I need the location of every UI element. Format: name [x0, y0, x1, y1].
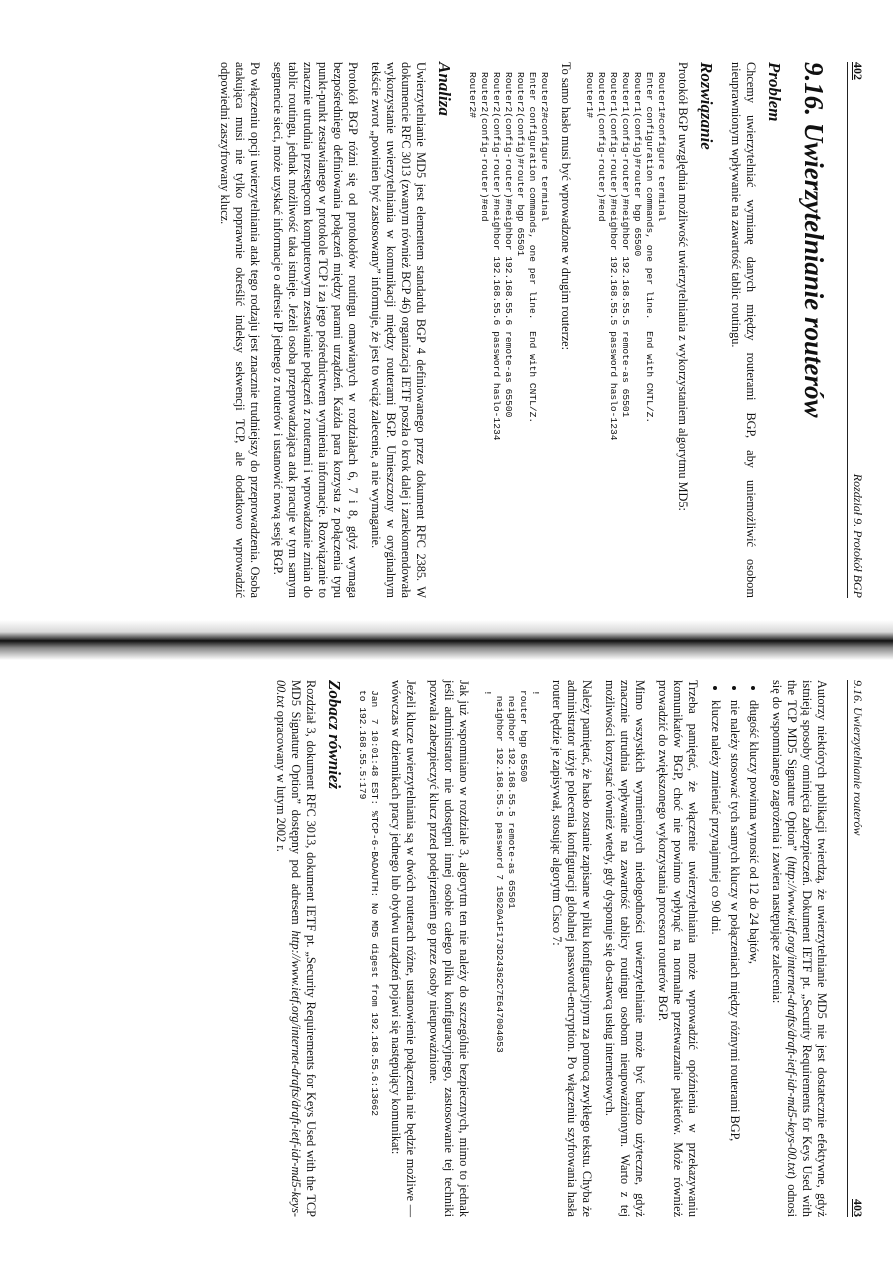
- section-title: 9.16. Uwierzytelnianie routerów: [799, 62, 829, 418]
- code-block-router2: [466, 72, 550, 598]
- code-line: Enter configuration commands, one per line. End with CNTL/Z.: [644, 72, 655, 424]
- paragraph: Trzeba pamiętać, że włączenie uwierzytelniania może wprowadzić opóźnienia w przekazywaniu komunikatów BGP, choć nie powinno wpłynąć na normalne przetwarzanie pakietów. Może również prowadzić do zwiększonego wykorzystania procesora routerów BGP.: [656, 680, 700, 1217]
- paragraph: Należy pamiętać, że hasło zostanie zapisane w pliku konfiguracyjnym za pomocą zwykłego tekstu. Chyba że administrator użyje polecenia konfiguracji globalnej password-encryption. Po włączeniu szyfrowania hasła router będzie je zapisywał, stosując algorytm Cisco 7:: [550, 680, 594, 1217]
- code-line: Router1(config-router)#neighbor 192.168.55.5 password haslo-1234: [608, 72, 619, 441]
- paragraph: Jeżeli klucze uwierzytelniania są w dwóch routerach różne, ustanowienie połączenia nie będzie możliwe — wówczas w dziennikach pracy jednego lub obydwu urządzeń pojawi się następujący komunikat:: [389, 680, 418, 1217]
- code-line: Router1(config-router)#neighbor 192.168.55.5 remote-as 65501: [620, 72, 631, 418]
- right-page: [0, 660, 893, 1263]
- code-line: neighbor 192.168.55.5 password 7 15020A1F173D24362C7E647004053: [494, 690, 505, 1053]
- code-line: router bgp 65500: [518, 690, 529, 783]
- text-run: Rozdział 3, dokument RFC 3013, dokument IETF pt. „Security Requirements for Keys Used with the TCP MD5 Signature Option” dostępny pod adresem: [289, 680, 318, 1217]
- between-text: To samo hasło musi być wprowadzone w drugim routerze:: [559, 62, 573, 351]
- code-line: Router1(config)#router bgp 65500: [632, 72, 643, 257]
- code-block-log: [356, 690, 380, 1217]
- code-line: Router2#configure terminal: [539, 72, 550, 222]
- code-line: Router2(config-router)#end: [479, 72, 490, 222]
- book-gutter: [0, 620, 893, 660]
- url-text: http://www.ietf.org/internet-drafts/draft-ietf-idr-md5-keys-00.txt: [785, 860, 799, 1175]
- code-line: Router1#: [584, 72, 595, 119]
- analysis-paragraph: Uwierzytelnianie MD5 jest elementem standardu BGP 4 definiowanego przez dokument RFC 2385. W dokumencie RFC 3013 (zwanym również BCP 46) organizacja IETF poszła o krok dalej i zarekomendowała wykorzystanie uwierzytelniania w komunikacji między routerami BGP. Umieszczony w oryginalnym tekście zwrot „powinien być zastosowany” informuje, że jest to wciąż zalecenie, a nie wymaganie.: [369, 62, 428, 598]
- list-item: • klucze należy zmieniać przynajmniej co 90 dni.: [708, 700, 723, 1217]
- paragraph: [769, 680, 829, 1217]
- running-head-right: [847, 680, 865, 1217]
- analysis-paragraph: Protokół BGP różni się od protokołów routingu omawianych w rozdziałach 6, 7 i 8, gdyż wymaga bezpośredniego definiowania połączeń między parami urządzeń. Każda para korzysta z połączenia typu punkt-punkt zestawianego w protokole TCP i za jego pośrednictwem wymienia informacje. Rozwiązanie to znacznie utrudnia przestępcom komputerowym zestawianie połączeń z routerami i wprowadzanie zmian do tablic routingu, jednak możliwość taka istnieje. Jeżeli osoba przeprowadzająca atak pracuje w tym samym segmencie sieci, może uzyskać informacje o adresie IP jednego z routerów i ustanowić nową sesję BGP.: [271, 62, 360, 598]
- running-head-right-text: 9.16. Uwierzytelnianie routerów: [851, 680, 865, 836]
- page-number-left: 402: [851, 62, 865, 80]
- text-run: ) odnosi się do wspomnianego zagrożenia i zawiera następujące zalecenia:: [770, 680, 799, 1217]
- code-block-router1: [583, 72, 667, 598]
- code-line: Router2(config)#router bgp 65501: [515, 72, 526, 257]
- code-line: Router1(config-router)#end: [596, 72, 607, 222]
- see-also-heading: Zobacz również: [325, 680, 344, 790]
- recommendation-list: [708, 680, 761, 1217]
- running-head-left-text: Rozdział 9. Protokół BGP: [851, 473, 865, 598]
- analysis-paragraph: Po włączeniu opcji uwierzytelniania atak tego rodzaju jest znacznie trudniejszy do przeprowadzenia. Osoba atakująca musi nie tylko poprawnie określić indeksy sekwencji TCP, ale dodatkowo wprowadzić odpowiedni zaszyfrowany klucz.: [218, 62, 262, 598]
- text-run: Autorzy niektórych publikacji twierdzą, że uwierzytelnianie MD5 nie jest dostatecznie efektywne, gdyż istnieją sposoby ominięcia zabezpieczeń. Dokument IETF pt. „Security Requirements for Keys Used with the TCP MD5 Signature Option” (: [785, 680, 829, 1217]
- url-text: http://www.ietf.org/internet-drafts/draft-ietf-idr-md5-keys-00.txt: [274, 680, 303, 1217]
- code-line: Router2#: [467, 72, 478, 119]
- code-line: Router1#configure terminal: [656, 72, 667, 222]
- see-also-text: [273, 680, 318, 1217]
- code-line: Router2(config-router)#neighbor 192.168.55.6 password haslo-1234: [491, 72, 502, 441]
- analysis-heading: Analiza: [435, 62, 454, 116]
- list-item: • długość kluczy powinna wynosić od 12 do 24 bajtów,: [746, 700, 761, 1217]
- solution-text: Protokół BGP uwzględnia możliwość uwierzytelniania z wykorzystaniem algorytmu MD5:: [676, 62, 690, 511]
- code-block-config: [481, 690, 541, 1217]
- paragraph: Mimo wszystkich wymienionych niedogodności uwierzytelnianie może być bardzo użyteczne, gdyż znacznie utrudnia wpływanie na zawartość tablicy routingu osobom nieupoważnionym. Warto z tej możliwości korzystać również wtedy, gdy dysponuje się do-stawcą usług internetowych.: [603, 680, 647, 1217]
- code-line: to 192.168.55.5:179: [357, 690, 368, 800]
- code-line: !: [482, 690, 493, 696]
- code-line: Enter configuration commands, one per line. End with CNTL/Z.: [527, 72, 538, 424]
- code-line: Router2(config-router)#neighbor 192.168.55.6 remote-as 65500: [503, 72, 514, 418]
- list-item: • nie należy stosować tych samych kluczy w połączeniach między różnymi routerami BGP,: [727, 700, 742, 1217]
- code-line: !: [530, 690, 541, 696]
- text-run: opracowany w lutym 2002 r.: [274, 707, 288, 852]
- problem-heading: Problem: [765, 62, 784, 122]
- paragraph: Jak już wspomniano w rozdziale 3, algorytm ten nie należy do szczególnie bezpiecznych, mimo to jednak jeśli administrator nie udostępni innej osobie całego pliku konfiguracyjnego, zastosowanie tej techniki pozwala zabezpieczyć klucz przed podejrzeniem go przez osoby nieupoważnione.: [427, 680, 471, 1217]
- page-number-right: 403: [851, 1199, 865, 1217]
- solution-heading: Rozwiązanie: [697, 62, 716, 150]
- problem-text: Chcemy uwierzytelniać wymianę danych między routerami BGP, aby uniemożliwić osobom nieuprawnionym wpływanie na zawartość tablic routingu.: [729, 62, 758, 598]
- code-line: Jan 7 10:01:48 EST: %TCP-6-BADAUTH: No MD5 digest from 192.168.55.6:13662: [369, 690, 380, 1117]
- code-line: neighbor 192.168.55.5 remote-as 65501: [506, 690, 517, 909]
- left-page: [0, 0, 893, 620]
- running-head-left: [847, 62, 865, 598]
